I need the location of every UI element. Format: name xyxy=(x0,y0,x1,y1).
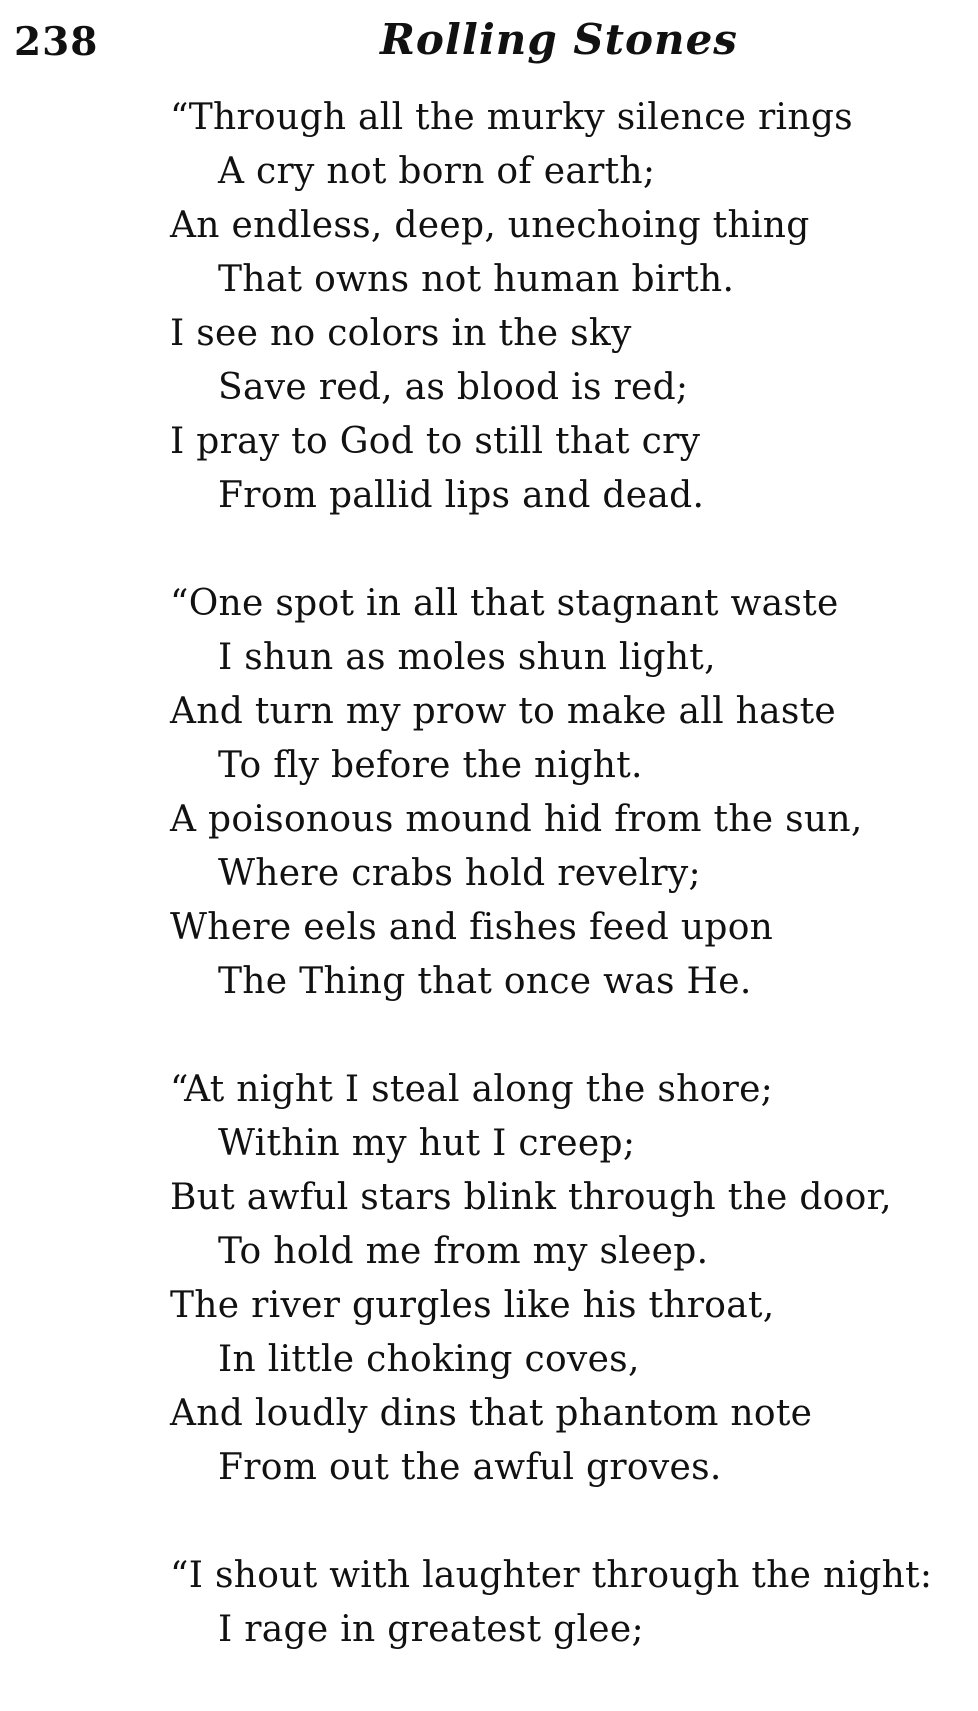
poem-line: To fly before the night. xyxy=(218,745,643,786)
stanza-1 xyxy=(170,91,970,523)
poem-line: Where eels and fishes feed upon xyxy=(170,907,774,948)
poem-line: A cry not born of earth; xyxy=(218,151,656,192)
poem-line: The Thing that once was He. xyxy=(218,961,752,1002)
poem-line: I see no colors in the sky xyxy=(170,313,632,354)
poem xyxy=(170,91,970,1711)
poem-line: Within my hut I creep; xyxy=(218,1123,636,1164)
stanza-3 xyxy=(170,1063,970,1495)
poem-line: An endless, deep, unechoing thing xyxy=(170,205,810,246)
poem-line: I rage in greatest glee; xyxy=(218,1609,644,1650)
running-title: Rolling Stones xyxy=(380,15,738,64)
poem-line: “I shout with laughter through the night: xyxy=(170,1555,933,1596)
poem-line: Save red, as blood is red; xyxy=(218,367,689,408)
poem-line: From out the awful groves. xyxy=(218,1447,722,1488)
poem-line: And loudly dins that phantom note xyxy=(170,1393,813,1434)
poem-line: A poisonous mound hid from the sun, xyxy=(170,799,863,840)
stanza-4 xyxy=(170,1549,970,1657)
poem-line: But awful stars blink through the door, xyxy=(170,1177,892,1218)
poem-line: “One spot in all that stagnant waste xyxy=(170,583,839,624)
page-number: 238 xyxy=(14,19,99,65)
poem-line: “Through all the murky silence rings xyxy=(170,97,853,138)
poem-line: That owns not human birth. xyxy=(218,259,735,300)
poem-line: Where crabs hold revelry; xyxy=(218,853,701,894)
poem-line: “At night I steal along the shore; xyxy=(170,1069,774,1110)
stanza-2 xyxy=(170,577,970,1009)
poem-line: In little choking coves, xyxy=(218,1339,640,1380)
poem-line: I shun as moles shun light, xyxy=(218,637,716,678)
poem-line: From pallid lips and dead. xyxy=(218,475,705,516)
poem-line: The river gurgles like his throat, xyxy=(170,1285,775,1326)
poem-line: I pray to God to still that cry xyxy=(170,421,701,462)
poem-line: And turn my prow to make all haste xyxy=(170,691,837,732)
poem-line: To hold me from my sleep. xyxy=(218,1231,709,1272)
